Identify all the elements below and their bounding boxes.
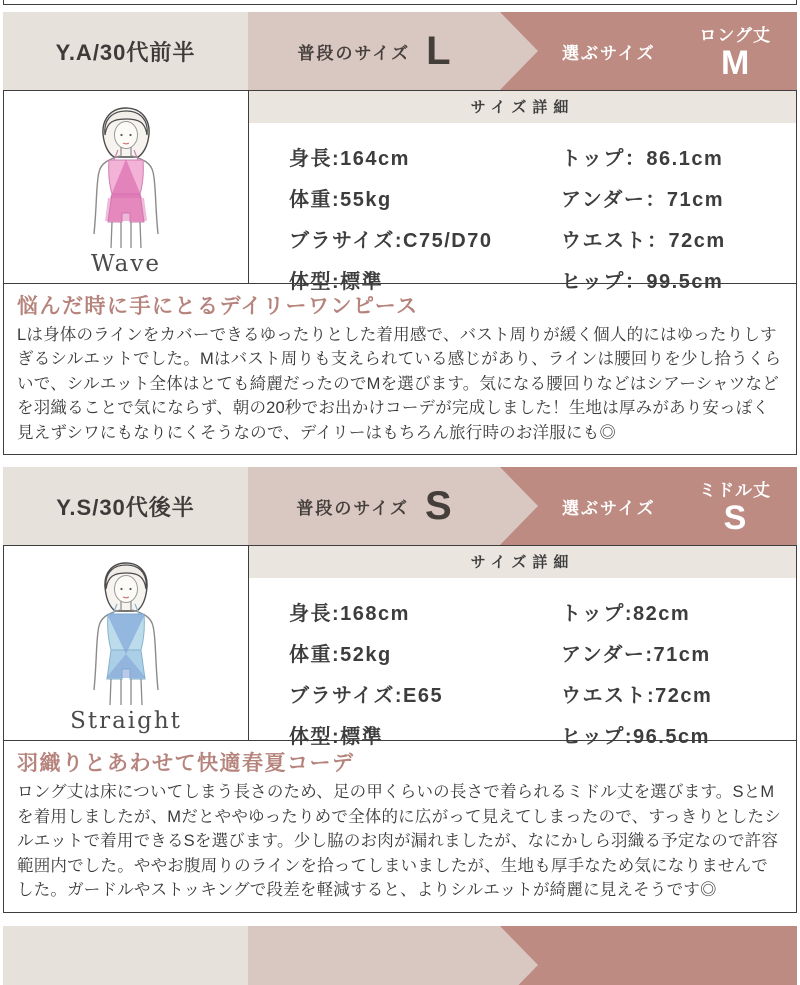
size-detail-box-2: [3, 545, 797, 749]
reviewer-header-3-partial: [3, 926, 797, 985]
detail-bra-size: ブラサイズ:E65: [289, 685, 444, 708]
size-detail-grid: [249, 578, 796, 759]
body-type-figure-wave-icon: [51, 102, 201, 250]
usual-size-cell: [248, 467, 500, 545]
reviewer-name: Y.S/30代後半: [3, 467, 248, 545]
length-label: ロング丈: [699, 25, 771, 45]
body-type-label: Straight: [70, 708, 182, 735]
detail-under: アンダー:71cm: [561, 644, 711, 667]
reviewer-header-2: [3, 467, 797, 545]
usual-size-cell: [248, 12, 500, 90]
size-details: [249, 91, 796, 293]
chosen-size-block: [699, 476, 771, 537]
chosen-size-cell: [500, 467, 797, 545]
detail-hip: ヒップ:96.5cm: [561, 726, 710, 749]
usual-size-value: L: [426, 29, 451, 73]
detail-height: 身長:164cm: [289, 148, 410, 170]
review-title: 悩んだ時に手にとるデイリーワンピース: [17, 294, 419, 318]
chosen-size-block: [699, 21, 771, 82]
size-detail-title: サイズ詳細: [249, 546, 796, 578]
reviewer-name: Y.A/30代前半: [3, 12, 248, 90]
reviewer-header-1: [3, 12, 797, 90]
chosen-size-cell: [500, 12, 797, 90]
body-type-label: Wave: [91, 250, 161, 277]
detail-weight: 体重:55kg: [289, 189, 392, 211]
usual-size-value: S: [424, 484, 452, 529]
previous-box-bottom-edge: [3, 0, 797, 5]
chosen-size-value: M: [721, 43, 750, 82]
review-title: 羽織りとあわせて快適春夏コーデ: [17, 751, 355, 775]
detail-hip: ヒップ：99.5cm: [561, 271, 724, 293]
body-type-cell: [4, 546, 249, 740]
chosen-size-label: 選ぶサイズ: [562, 43, 656, 63]
review-box-1: [3, 283, 797, 456]
review-text: ロング丈は床についてしまう長さのため、足の甲くらいの長さで着られるミドル丈を選びます。SとMを着用しましたが、Mだとややゆったりめで全体的に広がって見えてしまったので、すっきりとしたシルエットで着用できるSを選びます。少し脇のお肉が漏れましたが、なにかしら羽織る予定なので許容範囲内でした。ややお腹周りのラインを拾ってしまいましたが、生地も厚手なため気になりませんでした。ガードルやストッキングで段差を軽減すると、よりシルエットが綺麗に見えそうです◎: [17, 782, 781, 900]
size-detail-title: サイズ詳細: [249, 91, 796, 123]
detail-body-shape: 体型:標準: [289, 726, 384, 749]
review-box-2: [3, 740, 797, 913]
chosen-size-value: S: [723, 499, 747, 538]
detail-weight: 体重:52kg: [289, 644, 392, 667]
detail-height: 身長:168cm: [289, 603, 410, 626]
body-type-figure-straight-icon: [51, 557, 201, 707]
detail-top: トップ:82cm: [561, 603, 691, 626]
detail-under: アンダー：71cm: [561, 189, 725, 211]
body-type-cell: [4, 91, 249, 283]
detail-waist: ウエスト：72cm: [561, 230, 726, 252]
size-detail-box-1: [3, 90, 797, 293]
size-details: [249, 546, 796, 749]
detail-bra-size: ブラサイズ:C75/D70: [289, 230, 493, 252]
usual-size-label: 普段のサイズ: [297, 43, 411, 63]
length-label: ミドル丈: [699, 481, 771, 501]
detail-body-shape: 体型:標準: [289, 271, 384, 293]
detail-top: トップ：86.1cm: [561, 148, 724, 170]
chosen-size-label: 選ぶサイズ: [562, 498, 656, 518]
size-detail-grid: [249, 123, 796, 304]
usual-size-label: 普段のサイズ: [296, 498, 409, 518]
review-text: Lは身体のラインをカバーできるゆったりとした着用感で、バスト周りが緩く個人的にはゆったりしすぎるシルエットでした。Mはバスト周りも支えられている感じがあり、ラインは腰回りを少し拾うくらいで、シルエット全体はとても綺麗だったのでMを選びます。気になる腰回りなどはシアーシャツなどを羽織ることで気にならず、朝の20秒でお出かけコーデが完成しました！生地は厚みがあり安っぽく見えずシワにもなりにくそうなので、デイリーはもちろん旅行時のお洋服にも◎: [17, 325, 782, 442]
detail-waist: ウエスト:72cm: [561, 685, 713, 708]
